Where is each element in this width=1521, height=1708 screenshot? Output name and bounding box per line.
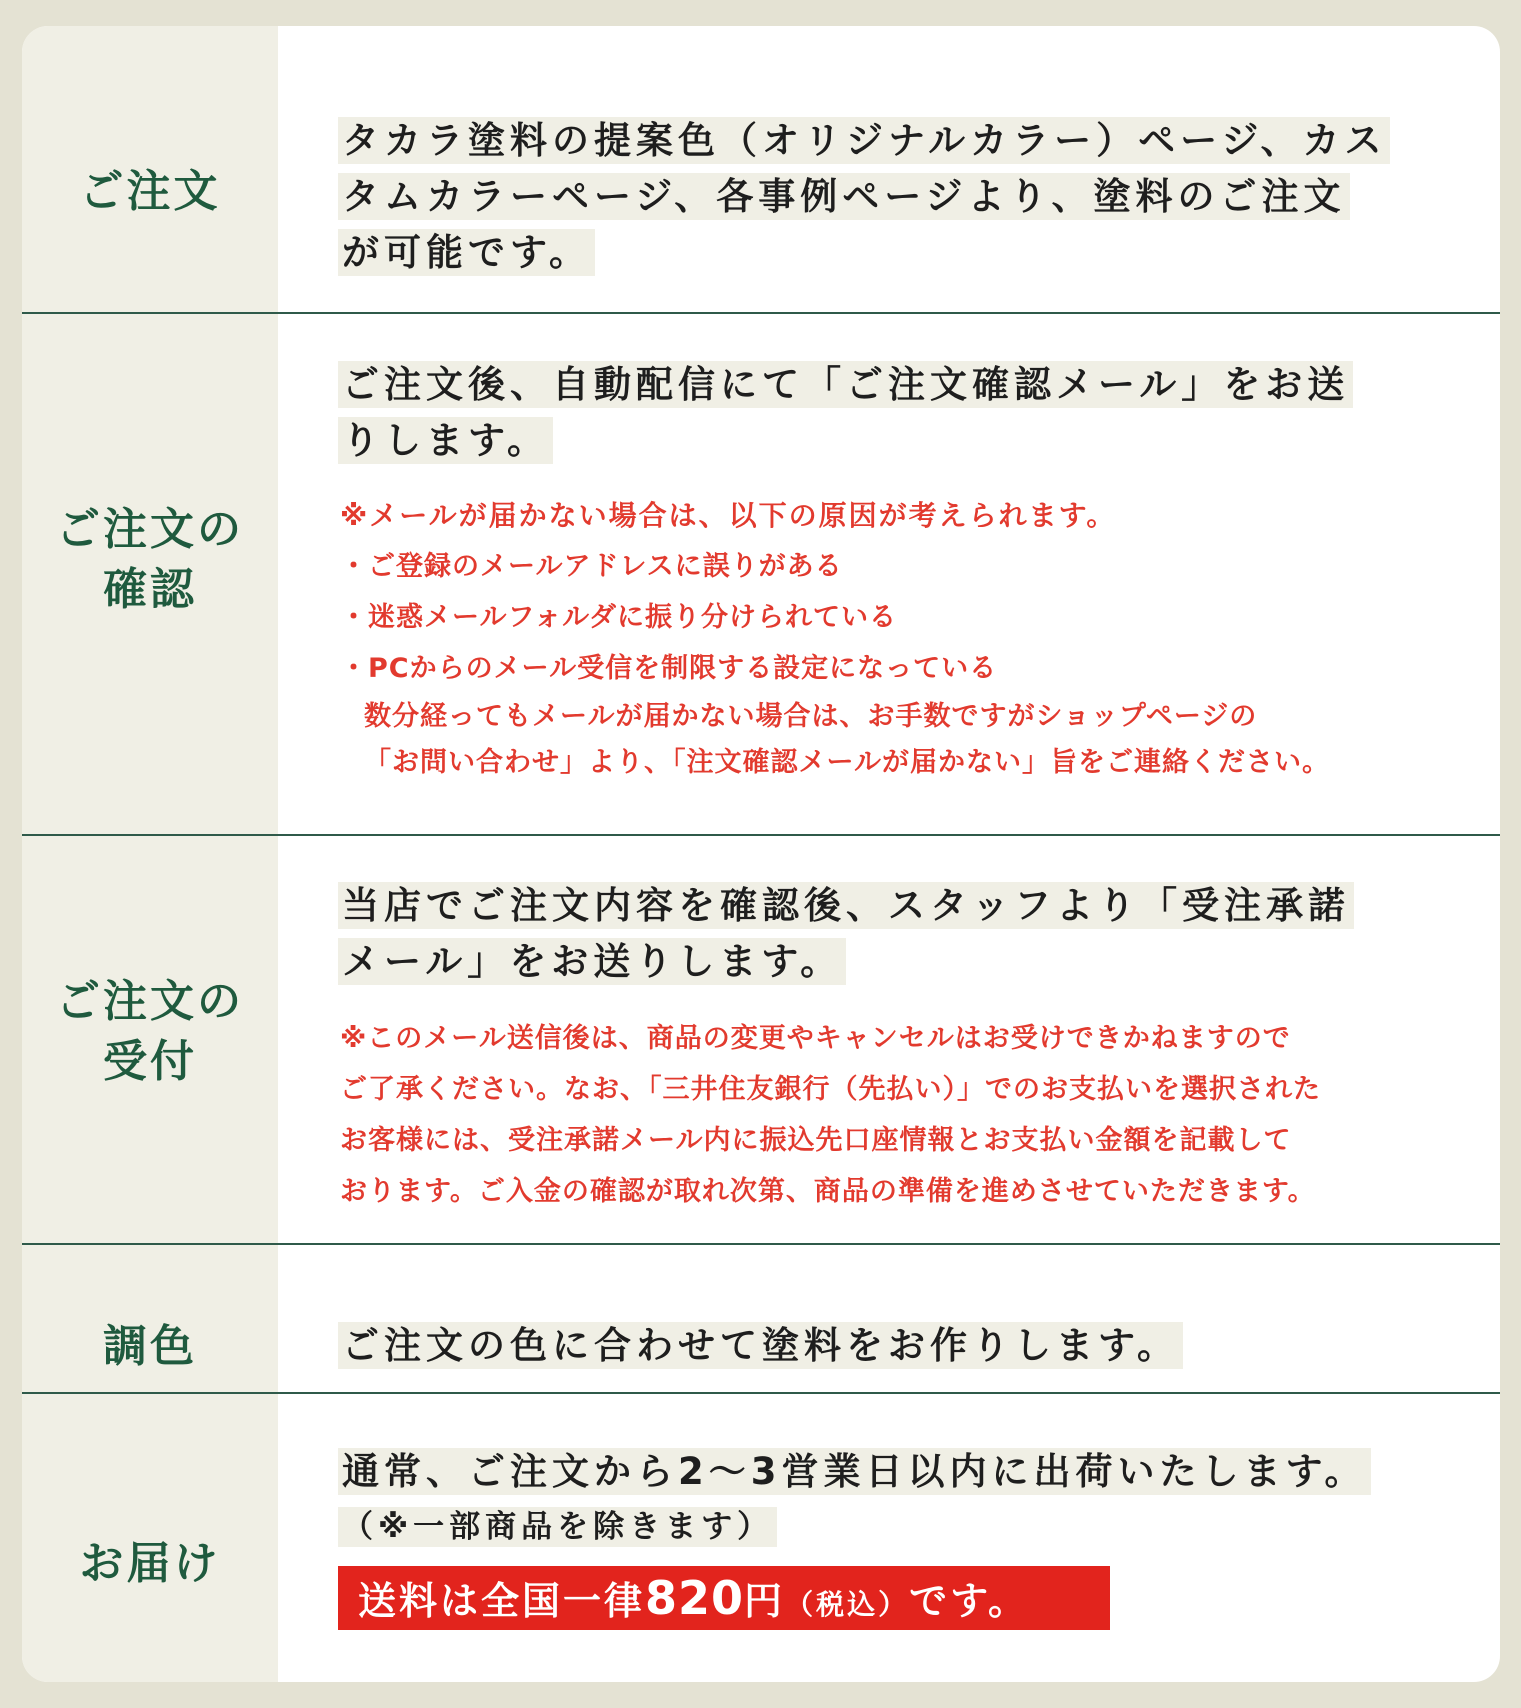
label-line: 受付 (103, 1036, 197, 1087)
text-line: が可能です。 (338, 229, 595, 276)
text-line: 当店でご注文内容を確認後、スタッフより「受注承諾 (338, 882, 1354, 929)
shipping-tax-note: （税込） (785, 1588, 910, 1621)
text-line: ご注文後、自動配信にて「ご注文確認メール」をお送 (338, 361, 1353, 408)
shipping-amount: 820 (645, 1571, 745, 1625)
note-text: お客様には、受注承諾メール内に振込先口座情報とお支払い金額を記載して (340, 1125, 1292, 1156)
row-label-confirmation (22, 500, 278, 620)
label-line: ご注文の (56, 504, 244, 555)
tinting-description (338, 1318, 1468, 1374)
note-text: 数分経ってもメールが届かない場合は、お手数ですがショップページの (364, 701, 1258, 732)
text-line: タカラ塗料の提案色（オリジナルカラー）ページ、カス (338, 117, 1390, 164)
bullet-item: ・ご登録のメールアドレスに誤りがある (340, 551, 843, 582)
text-line: タムカラーページ、各事例ページより、塗料のご注文 (338, 173, 1350, 220)
row-divider (22, 312, 1500, 314)
delivery-description (338, 1444, 1468, 1554)
acceptance-description (338, 878, 1468, 990)
row-divider (22, 834, 1500, 836)
text-line: 通常、ご注文から2～3営業日以内に出荷いたします。 (338, 1448, 1371, 1495)
text-line: りします。 (338, 417, 553, 464)
confirmation-description (338, 357, 1468, 469)
note-text: 「お問い合わせ」より、「注文確認メールが届かない」旨をご連絡ください。 (364, 747, 1330, 778)
exclusion-note: （※一部商品を除きます） (338, 1507, 777, 1547)
label-column (22, 26, 278, 1682)
note-heading: ※メールが届かない場合は、以下の原因が考えられます。 (340, 499, 1117, 532)
row-label-acceptance (22, 972, 278, 1092)
label-line: ご注文の (56, 976, 244, 1027)
row-label-delivery: お届け (79, 1538, 221, 1589)
shipping-fee-banner (338, 1566, 1110, 1630)
row-label-order: ご注文 (79, 166, 221, 217)
row-divider (22, 1392, 1500, 1394)
row-label-tinting: 調色 (103, 1321, 197, 1372)
order-flow-card (22, 26, 1500, 1682)
text-line: メール」をお送りします。 (338, 938, 846, 985)
bullet-item: ・PCからのメール受信を制限する設定になっている (340, 653, 998, 684)
note-text: おります。ご入金の確認が取れ次第、商品の準備を進めさせていただきます。 (340, 1176, 1316, 1207)
acceptance-note (340, 1013, 1480, 1217)
bullet-item: ・迷惑メールフォルダに振り分けられている (340, 602, 898, 633)
row-divider (22, 1243, 1500, 1245)
label-line: 確認 (103, 564, 197, 615)
text-line: ご注文の色に合わせて塗料をお作りします。 (338, 1322, 1183, 1369)
shipping-prefix: 送料は全国一律 (358, 1579, 646, 1623)
shipping-unit: 円 (744, 1579, 786, 1623)
order-description (338, 113, 1468, 281)
shipping-suffix: です。 (909, 1579, 1030, 1623)
note-text: ご了承ください。なお、「三井住友銀行（先払い）」でのお支払いを選択された (340, 1074, 1321, 1105)
confirmation-note (340, 491, 1480, 786)
note-text: ※このメール送信後は、商品の変更やキャンセルはお受けできかねますので (340, 1023, 1291, 1054)
